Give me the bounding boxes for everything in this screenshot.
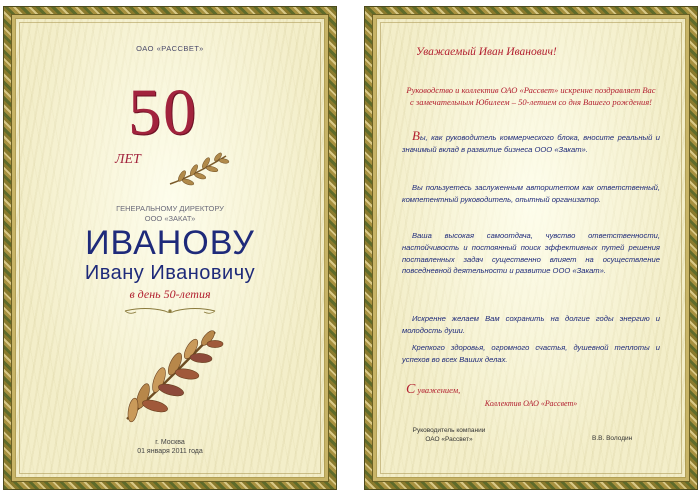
paragraph-1-text: ы, как руководитель коммерческого блока, вносите реальный и значимый вклад в развитие бизнеса ООО «Закат».: [402, 133, 660, 154]
place-and-date: [3, 438, 337, 456]
drop-cap: С: [406, 382, 416, 397]
organization-name: ОАО «РАССВЕТ»: [136, 44, 204, 53]
date: 01 января 2011 года: [137, 448, 203, 455]
signer-title-line-1: Руководитель компании: [412, 427, 486, 434]
laurel-branch-icon: [115, 324, 225, 424]
signer-title: [404, 426, 494, 444]
regards: [406, 382, 460, 398]
paragraph-1: [402, 130, 660, 156]
signer-title-line-2: ОАО «Рассвет»: [425, 436, 473, 443]
team-signature: Коллектив ОАО «Рассвет»: [484, 399, 578, 408]
anniversary-number: 50: [128, 76, 198, 149]
paragraph-2: Вы пользуетесь заслуженным авторитетом как ответственный, компетентный руководитель, опытный организатор.: [402, 183, 660, 204]
recipient-position: [3, 204, 337, 224]
paragraph-5: Крепкого здоровья, огромного счастья, душевной теплоты и успехов во всех Ваших делах.: [402, 343, 660, 364]
position-line-2: ООО «ЗАКАТ»: [144, 214, 196, 223]
greeting: Уважаемый Иван Иванович!: [416, 46, 557, 58]
regards-text: уважением,: [415, 385, 461, 395]
position-line-1: ГЕНЕРАЛЬНОМУ ДИРЕКТОРУ: [116, 204, 224, 213]
signer-name: В.В. Володин: [592, 435, 633, 442]
years-word: ЛЕТ: [115, 152, 141, 167]
city: г. Москва: [155, 439, 185, 446]
occasion-line: в день 50-летия: [129, 287, 211, 301]
intro-text: Руководство и коллектив ОАО «Рассвет» искренне поздравляет Вас с замечательным Юбилеем – 50-летием со дня Вашего рождения!: [406, 85, 656, 107]
laurel-branch-icon: [168, 148, 230, 188]
certificate-cover-page: [3, 6, 337, 490]
paragraph-3: Ваша высокая самоотдача, чувство ответственности, настойчивость и постоянный поиск эффективных путей решения поставленных задач существенно влияет на осуществление повседневной деятельности и развитие ООО «Закат».: [402, 231, 660, 276]
recipient-surname: ИВАНОВУ: [85, 224, 255, 262]
drop-cap: В: [412, 128, 420, 143]
recipient-name: Ивану Ивановичу: [84, 262, 256, 284]
ornament-divider-icon: [120, 306, 220, 316]
certificate-letter-page: [364, 6, 698, 490]
paragraph-4: Искренне желаем Вам сохранить на долгие годы энергию и молодость души.: [402, 314, 660, 335]
